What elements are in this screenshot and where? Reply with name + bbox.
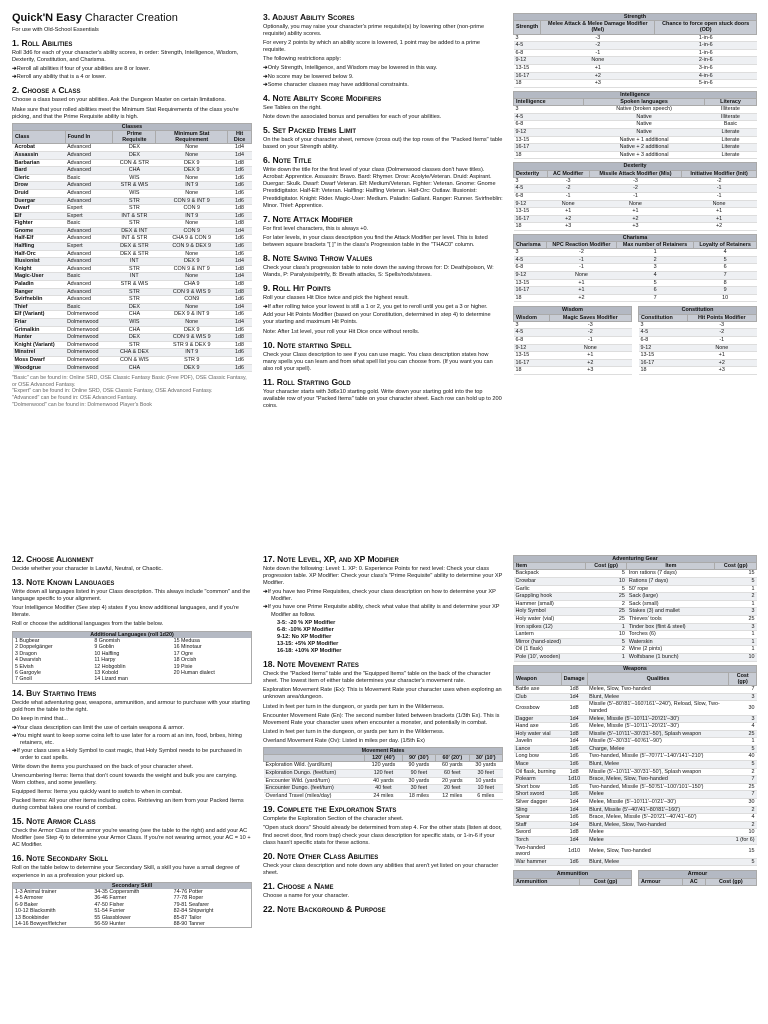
table-row: Oil flask, burning 1d8 Missile (5'–10'/11'–30'/31'–50'), Splash weapon 2 bbox=[515, 768, 755, 775]
table-row: Backpack 5 Iron rations (7 days) 15 bbox=[515, 570, 755, 577]
intelligence-table: Intelligence Intelligence Spoken languages Literacy 3 Native (broken speech) Illiterate 4-5 Native Illiterate 6-8 Native Basic 9-12 Native Literate 13-15 Native + 1 additional Literate 16-17 Native + 2 additional Literate 18 Native + 3 additional Literate bbox=[513, 91, 757, 160]
section-heading: 11. Roll Starting Gold bbox=[263, 376, 351, 387]
table-row: 16-17 +2 +2 +1 bbox=[514, 215, 757, 223]
table-row: Overland Travel (miles/day) 24 miles 18 miles 12 miles 6 miles bbox=[264, 792, 503, 800]
list-item: 9 Goblin bbox=[94, 644, 115, 651]
table-row: Duergar Advanced STR CON 9 & INT 9 1d6 bbox=[13, 197, 252, 205]
table-row: 9-12 None bbox=[514, 344, 632, 352]
table-row: Magic-User Basic INT None 1d4 bbox=[13, 273, 252, 281]
table-row: 3 -2 1 4 bbox=[514, 249, 757, 257]
section-heading: 8. Note Saving Throw Values bbox=[263, 252, 373, 263]
section-heading: 12. Choose Alignment bbox=[12, 554, 94, 564]
table-row: Sling 1d4 Blunt, Missile (5'–40'/41'–80'/81'–160') 2 bbox=[515, 806, 755, 813]
table-row: 18 +3 bbox=[639, 367, 757, 375]
table-row: Fighter Basic STR None 1d8 bbox=[13, 220, 252, 228]
list-item: 4 Dwarvish bbox=[15, 657, 42, 664]
table-row: 3 -3 bbox=[639, 321, 757, 329]
section-heading: 9. Roll Hit Points bbox=[263, 283, 331, 294]
table-row: Knight (Variant) Dolmenwood STR STR 9 & DEX 9 1d8 bbox=[13, 341, 252, 349]
table-row: Druid Advanced WIS None 1d6 bbox=[13, 189, 252, 197]
section-heading: 13. Note Known Languages bbox=[12, 577, 115, 588]
table-row: Holy Symbol 25 Stakes (3) and mallet 3 bbox=[515, 608, 755, 615]
table-row: Friar Dolmenwood WIS None 1d4 bbox=[13, 319, 252, 327]
weapons-table: Weapons Weapon Damage Qualities Cost (gp) Battle axe 1d8 Melee, Slow, Two-handed 7 Club 1d4 Blunt, Melee 3 Crossbow 1d8 Missile (5'–80'/81'–160'/161'–240'), Reload, Slow, Two-handed 30 Dagger 1d4 Melee, Missile (5'–10'/11'–20'/21'–30') 3 Hand axe 1d6 Melee, Missile (5'–10'/11'–20'/21'–30') 4 Holy water vial 1d8 Missile (5'–10'/11'–30'/31'–50'), Splash weapon 25 Javelin 1d4 Missile (5'–30'/31'–60'/61'–90') 1 Lance 1d6 Charge, Melee 5 Long bow 1d6 Two-handed, Missile (5'–70'/71'–140'/141'–210') 40 Mace 1d6 Blunt, Melee 5 Oil flask, burning 1d8 Missile (5'–10'/11'–30'/31'–50'), Splash weapon 2 Polearm 1d10 Brace, Melee, Slow, Two-handed 7 Short bow 1d6 Two-handed, Missile (5'–50'/51'–100'/101'–150') 25 Short sword 1d6 Melee 7 Silver dagger 1d4 Melee, Missile (5'–10'/11'–0'/21'–30') 30 Sling 1d4 Blunt, Missile (5'–40'/41'–80'/81'–160') 2 Spear 1d6 Brace, Melee, Missile (5'–20'/21'–40'/41'–60') 4 Staff 1d4 Blunt, Melee, Slow, Two-handed 2 Sword 1d8 Melee 10 Torch 1d4 Melee 1 (for 6) Two-handed sword 1d10 Melee, Slow, Two-handed 15 War hammer 1d6 Blunt, Melee 5 bbox=[515, 665, 755, 865]
table-row: War hammer 1d6 Blunt, Melee 5 bbox=[515, 858, 755, 865]
section-heading: 6. Note Title bbox=[263, 155, 312, 166]
section-heading: 15. Note Armor Class bbox=[12, 816, 96, 827]
table-row: Encounter Wild. (yard/turn) 40 yards 30 yards 20 yards 10 yards bbox=[264, 777, 503, 785]
table-row: 18 +3 +3 +2 bbox=[514, 223, 757, 231]
list-item: 56-59 Hunter bbox=[94, 921, 126, 928]
table-row: 9-12 None None None bbox=[514, 200, 757, 208]
table-row: Javelin 1d4 Missile (5'–30'/31'–60'/61'–90') 1 bbox=[515, 738, 755, 745]
table-row: Club 1d4 Blunt, Melee 3 bbox=[515, 693, 755, 700]
table-row: Thief Basic DEX None 1d4 bbox=[13, 303, 252, 311]
strength-table: Strength Strength Melee Attack & Melee Damage Modifier (Mel) Chance to force open stuck doors (OD) 3 -3 1-in-6 4-5 -2 1-in-6 6-8 -1 1-in-6 9-12 None 2-in-6 13-15 +1 3-in-6 16-17 +2 4-in-6 18 +3 5-in-6 bbox=[513, 13, 757, 88]
column-bottom-middle: 17. Note Level, XP, and XP Modifier Note down the following: Level: 1. XP: 0. Experience Points for next level: Check your class progression table. XP Modifier: Check your class's "Prime Requisite" ability to determine your XP Modifier. ➔ If you have two Prime Requisites, check your class description on how to determine your XP Modifier. ➔ If you have one Prime Requisite ability, check what value that ability is and determine your XP Modifier as follow. 3-5: -20 % XP Modifier 6-8: -10% XP Modifier 9-12: No XP Modifier 13-15: +5% XP Modifier 16-18: +10% XP Modifier 18. Note Movement Rates Check the "Packed Items" table and the "Equipped Items" table on the back of the character sheet. The lowest item of either table determines your character's movement rate. Exploration Movement Rate (Ex): This is Movement Rate your character uses when exploring an unknown area/dungeon. Listed in feet per turn in the dungeon, or yards per turn in the Wilderness. Encounter Movement Rate (En): The second number listed between brackets (1/3th Ex). This is Movement Rate your character uses when encounter a monster, and potentially in combat. Listed in feet per turn in the dungeon, or yards per turn in the Wilderness. Overland Movement Rate (Ov): Listed in miles per day. (1/5th Ex) Movement Rates 120' (40') 90' (30') 60' (20') 30' (10') Exploration Wild. (yard/turn) 120 yards 90 yards 60 yards 30 yards Exploration Dungo. (feet/turn) 120 feet 90 feet 60 feet 30 feet Encounter Wild. (yard/turn) 40 yards 30 yards 20 yards 10 yards Encounter Dungo. (feet/turn) 40 feet 30 feet 20 feet 10 feet Overland Travel (miles/day) 24 miles 18 miles 12 miles 6 miles 19. Complete the Exploration Stats Complete the Exploration Section of the character sheet. "Open stuck doors" Should already be determined from step 4. For the other stats (listen at door, find secret door, find room trap) check your class description for specific stats, or 1-in-6 if your class hasn't specific stats for these actions. 20. Note Other Class Abilities Check your class description and note down any abilities that aren't yet listed on your character sheet. 21. Choose a Name Choose a name for your character. 22. Note Background & Purpose bbox=[263, 554, 503, 1022]
column-top-left: Quick'N Easy Character Creation For use with Old-School Essentials 1. Roll Abilities Roll 3d6 for each of your character's ability scores, in order: Strength, Intelligence, Wisdom, Dexterity, Constitution, and Charisma. ➔ Reroll all abilities if four of your abilities are 8 or lower. ➔ Reroll any ability that is a 4 or lower. 2. Choose a Class Choose a class based on your abilities. Ask the Dungeon Master on certain limitations. Make sure that your rolled abilities meet the Minimum Stat Requirements of the class you're picking, and that the Prime Requisite ability is high. Classes Class Found In Prime Requisite Minimum Stat Requirement Hit Dice Acrobat Advanced DEX None 1d4 Assassin Advanced DEX None 1d4 Barbarian Advanced CON & STR DEX 9 1d8 Bard Advanced CHA DEX 9 1d6 Cleric Basic WIS None 1d6 Drow Advanced STR & WIS INT 9 1d6 Druid Advanced WIS None 1d6 Duergar Advanced STR CON 9 & INT 9 1d6 Dwarf Expert STR CON 9 1d8 Elf Expert INT & STR INT 9 1d6 Fighter Basic STR None 1d8 Gnome Advanced DEX & INT CON 9 1d4 Half-Elf Advanced INT & STR CHA 9 & CON 9 1d6 Halfling Expert DEX & STR CON 9 & DEX 9 1d6 Half-Orc Advanced DEX & STR None 1d6 Illusionist Advanced INT DEX 9 1d4 Knight Advanced STR CON 9 & INT 9 1d8 Magic-User Basic INT None 1d4 Paladin Advanced STR & WIS CHA 9 1d8 Ranger Advanced STR CON 9 & WIS 9 1d8 Svirfneblin Advanced STR CON9 1d6 Thief Basic DEX None 1d4 Elf (Variant) Dolmenwood CHA DEX 9 & INT 9 1d6 Friar Dolmenwood WIS None 1d4 Grimalkin Dolmenwood CHA DEX 9 1d6 Hunter Dolmenwood DEX CON 9 & WIS 9 1d8 Knight (Variant) Dolmenwood STR STR 9 & DEX 9 1d8 Minstrel Dolmenwood CHA & DEX INT 9 1d6 Moss Dwarf Dolmenwood CON & WIS STR 9 1d6 Woodgrue Dolmenwood CHA DEX 9 1d6 "Basic" can be found in: Online SRD, OSE Classic Fantasy Basic (Free PDF), OSE Classic Fantasy, or OSE Advanced Fantasy. "Expert" can be found in: Online SRD, OSE Classic Fantasy, OSE Advanced Fantasy. "Advanced" can be found in: OSE Advanced Fantasy. "Dolmenwood" can be found in: Dolmenwood Player's Book bbox=[12, 12, 252, 522]
list-item: 14-16 Bowyer/fletcher bbox=[15, 921, 67, 928]
table-row: 3 -3 -3 -2 bbox=[514, 177, 757, 185]
wisdom-table: Wisdom Wisdom Magic Saves Modifier 3 -3 4-5 -2 6-8 -1 9-12 None 13-15 +1 16-17 +2 18 +3 bbox=[513, 305, 632, 378]
table-row: Halfling Expert DEX & STR CON 9 & DEX 9 1d6 bbox=[13, 243, 252, 251]
table-row: Dwarf Expert STR CON 9 1d8 bbox=[13, 205, 252, 213]
list-item: 36-46 Farmer bbox=[94, 895, 127, 902]
table-row: 9-12 None 4 7 bbox=[514, 272, 757, 280]
section-heading: 19. Complete the Exploration Stats bbox=[263, 804, 397, 815]
section-heading: 4. Note Ability Score Modifiers bbox=[263, 92, 382, 103]
table-row: Woodgrue Dolmenwood CHA DEX 9 1d6 bbox=[13, 364, 252, 372]
table-row: 6-8 -1 bbox=[639, 337, 757, 345]
table-row: 18 +3 bbox=[514, 367, 632, 375]
class-note: "Basic" can be found in: Online SRD, OSE Classic Fantasy Basic (Free PDF), OSE Classic Fantasy, or OSE Advanced Fantasy. bbox=[12, 375, 247, 388]
table-row: Barbarian Advanced CON & STR DEX 9 1d8 bbox=[13, 159, 252, 167]
table-row: 4-5 -2 bbox=[514, 329, 632, 337]
table-row: Silver dagger 1d4 Melee, Missile (5'–10'/11'–0'/21'–30') 30 bbox=[515, 799, 755, 806]
list-item: 14 Lizard man bbox=[94, 676, 128, 683]
page-title: Quick'N Easy Character Creation bbox=[12, 12, 178, 24]
list-item: 47-50 Fisher bbox=[94, 901, 125, 908]
list-item: 13 Kobold bbox=[94, 670, 119, 676]
table-row: Exploration Wild. (yard/turn) 120 yards 90 yards 60 yards 30 yards bbox=[264, 762, 503, 770]
list-item: 55 Glassblower bbox=[94, 914, 131, 921]
list-item: 77-78 Roper bbox=[173, 895, 204, 902]
adventuring-gear-table: Adventuring Gear Item Cost (gp) Item Cost (gp) Backpack 5 Iron rations (7 days) 15 Crowbar 10 Rations (7 days) 5 Garlic 5 50' rope 1 Grappling hook 25 Sack (large) 2 Hammer (small) 2 Sack (small) 1 Holy Symbol 25 Stakes (3) and mallet 3 Holy water (vial) 25 Thieves' tools 25 Iron spikes (12) 1 Tinder box (flint & steel) 3 Lantern 10 Torches (6) 1 Mirror (hand-sized) 5 Waterskin 1 Oil (1 flask) 2 Wine (2 pints) 1 Pole (10', wooden) 1 Wolfsbane (1 bunch) 10 bbox=[515, 556, 755, 660]
list-item: 10-12 Blacksmith bbox=[15, 908, 56, 915]
column-top-right bbox=[513, 12, 757, 522]
table-row: 18 +3 5-in-6 bbox=[514, 80, 757, 88]
table-row: Encounter Dungo. (feet/turn) 40 feet 30 feet 20 feet 10 feet bbox=[264, 785, 503, 793]
dexterity-table: Dexterity Dexterity AC Modifier Missile Attack Modifier (Mis) Initiative Modifier (Init) 3 -3 -3 -2 4-5 -2 -2 -1 6-8 -1 -1 -1 9-12 None None None 13-15 +1 +1 +1 16-17 +2 +2 +1 18 +3 +3 +2 bbox=[513, 162, 757, 231]
movement-table: Movement Rates 120' (40') 90' (30') 60' (20') 30' (10') Exploration Wild. (yard/turn) 120 yards 90 yards 60 yards 30 yards Exploration Dungo. (feet/turn) 120 feet 90 feet 60 feet 30 feet Encounter Wild. (yard/turn) 40 yards 30 yards 20 yards 10 yards Encounter Dungo. (feet/turn) 40 feet 30 feet 20 feet 10 feet Overland Travel (miles/day) 24 miles 18 miles 12 miles 6 miles bbox=[263, 747, 503, 800]
column-bottom-left: 12. Choose Alignment Decide whether your character is Lawful, Neutral, or Chaotic. 13. Note Known Languages Write down all languages listed in your Class description. This always include "common" and the language specific to your alignment. Your Intelligence Modifier (See step 4) states if you know additional languages, and if you're literate. Roll or choose the additional languages from the table below. Additional Languages (roll 1d20) 1 Bugbear 8 Gnomish 15 Medusa 2 Doppelgänger 9 Goblin 16 Minotaur 3 Dragon 10 Halfling 17 Ogre 4 Dwarvish 11 Harpy 18 Orcish 5 Elvish 12 Hobgoblin 19 Pixie 6 Gargoyle 13 Kobold 20 Human dialect 7 Gnoll 14 Lizard man 14. Buy Starting Items Decide what adventuring gear, weapons, ammunition, and armour to purchase with your starting gold from the table to the right. Do keep in mind that... ➔ Your class description can limit the use of certain weapons & armor. ➔ You might want to keep some coins left to use later for a room at an inn, food, bribes, hiring retainers, etc. ➔ If your class uses a Holy Symbol to cast magic, that Holy Symbol needs to be purchased in order to cast spells. Write down the items you purchased on the back of your character sheet. Unencumbering Items: Items that don't count towards the weight and bulk you are carrying. Worn clothes, and some jewellery. Equipped Items: Items you quickly want to switch to when in combat. Packed Items: All your other items including coins. Retrieving an item from your Packed Items during combat takes one round of combat. 15. Note Armor Class Check the Armor Class of the armor you're wearing (see the table to the right) and add your AC Modifier (see Step 4) to determine your Armor Class. If you're not wearing armor, your AC = 10 + AC Modifier. 16. Note Secondary Skill Roll on the table below to determine your Secondary Skill, a skill you have a small degree of experience in as a profession your picked up. Secondary Skill 1-3 Animal trainer 34-35 Coppersmith 74-76 Potter 4-5 Armorer 36-46 Farmer 77-78 Roper 6-9 Baker 47-50 Fisher 79-81 Seafarer 10-12 Blacksmith 51-54 Furrier 82-84 Shipwright 13 Bookbinder 55 Glassblower 85-87 Tailor 14-16 Bowyer/fletcher 56-59 Hunter 88-90 Tanner bbox=[12, 554, 252, 1022]
table-row: 13-15 +1 bbox=[514, 352, 632, 360]
table-row: 9-12 Native Literate bbox=[514, 128, 757, 136]
table-row: Hammer (small) 2 Sack (small) 1 bbox=[515, 600, 755, 607]
ammunition-table: Ammunition Ammunition Cost (gp) bbox=[513, 869, 632, 888]
table-row: 4-5 -1 2 5 bbox=[514, 256, 757, 264]
section-heading: 14. Buy Starting Items bbox=[12, 687, 97, 698]
table-row: Elf (Variant) Dolmenwood CHA DEX 9 & INT 9 1d6 bbox=[13, 311, 252, 319]
table-row: Assassin Advanced DEX None 1d4 bbox=[13, 151, 252, 159]
list-item: 51-54 Furrier bbox=[94, 908, 125, 915]
section-heading: 7. Note Attack Modifier bbox=[263, 213, 353, 224]
list-item: 34-35 Coppersmith bbox=[94, 889, 140, 895]
table-row: Oil (1 flask) 2 Wine (2 pints) 1 bbox=[515, 646, 755, 653]
list-item: 3 Dragon bbox=[15, 650, 37, 657]
table-row: Exploration Dungo. (feet/turn) 120 feet 90 feet 60 feet 30 feet bbox=[264, 769, 503, 777]
list-item: 88-90 Tanner bbox=[173, 921, 205, 928]
section-heading: 21. Choose a Name bbox=[263, 880, 334, 891]
table-row: Iron spikes (12) 1 Tinder box (flint & steel) 3 bbox=[515, 623, 755, 630]
table-row: Hunter Dolmenwood DEX CON 9 & WIS 9 1d8 bbox=[13, 334, 252, 342]
list-item: 8 Gnomish bbox=[94, 637, 120, 644]
list-item: 1 Bugbear bbox=[15, 637, 40, 644]
table-row: Mace 1d6 Blunt, Melee 5 bbox=[515, 761, 755, 768]
table-row: Lance 1d6 Charge, Melee 5 bbox=[515, 745, 755, 752]
classes-table: Classes Class Found In Prime Requisite Minimum Stat Requirement Hit Dice Acrobat Advanced DEX None 1d4 Assassin Advanced DEX None 1d4 Barbarian Advanced CON & STR DEX 9 1d8 Bard Advanced CHA DEX 9 1d6 Cleric Basic WIS None 1d6 Drow Advanced STR & WIS INT 9 1d6 Druid Advanced WIS None 1d6 Duergar Advanced STR CON 9 & INT 9 1d6 Dwarf Expert STR CON 9 1d8 Elf Expert INT & STR INT 9 1d6 Fighter Basic STR None 1d8 Gnome Advanced DEX & INT CON 9 1d4 Half-Elf Advanced INT & STR CHA 9 & CON 9 1d6 Halfling Expert DEX & STR CON 9 & DEX 9 1d6 Half-Orc Advanced DEX & STR None 1d6 Illusionist Advanced INT DEX 9 1d4 Knight Advanced STR CON 9 & INT 9 1d8 Magic-User Basic INT None 1d4 Paladin Advanced STR & WIS CHA 9 1d8 Ranger Advanced STR CON 9 & WIS 9 1d8 Svirfneblin Advanced STR CON9 1d6 Thief Basic DEX None 1d4 Elf (Variant) Dolmenwood CHA DEX 9 & INT 9 1d6 Friar Dolmenwood WIS None 1d4 Grimalkin Dolmenwood CHA DEX 9 1d6 Hunter Dolmenwood DEX CON 9 & WIS 9 1d8 Knight (Variant) Dolmenwood STR STR 9 & DEX 9 1d8 Minstrel Dolmenwood CHA & DEX INT 9 1d6 Moss Dwarf Dolmenwood CON & WIS STR 9 1d6 Woodgrue Dolmenwood CHA DEX 9 1d6 bbox=[12, 123, 252, 372]
table-row: 13-15 +1 3-in-6 bbox=[514, 64, 757, 72]
list-item: 13 Bookbinder bbox=[15, 914, 50, 921]
list-item: 7 Gnoll bbox=[15, 676, 32, 683]
secondary-skill-table: Secondary Skill 1-3 Animal trainer 34-35 Coppersmith 74-76 Potter 4-5 Armorer 36-46 Farmer 77-78 Roper 6-9 Baker 47-50 Fisher 79-81 Seafarer 10-12 Blacksmith 51-54 Furrier 82-84 Shipwright 13 Bookbinder 55 Glassblower 85-87 Tailor 14-16 Bowyer/fletcher 56-59 Hunter 88-90 Tanner bbox=[12, 882, 252, 929]
table-row: Elf Expert INT & STR INT 9 1d6 bbox=[13, 212, 252, 220]
section-heading: 1. Roll Abilities bbox=[12, 38, 73, 49]
table-row: Lantern 10 Torches (6) 1 bbox=[515, 631, 755, 638]
section-heading: 10. Note starting Spell bbox=[263, 339, 352, 350]
table-row: Bard Advanced CHA DEX 9 1d6 bbox=[13, 167, 252, 175]
section-heading: 20. Note Other Class Abilities bbox=[263, 850, 379, 861]
table-row: Sword 1d8 Melee 10 bbox=[515, 829, 755, 836]
table-row: 16-17 +2 4-in-6 bbox=[514, 72, 757, 80]
table-row: Short sword 1d6 Melee 7 bbox=[515, 791, 755, 798]
table-row: 4-5 Native Illiterate bbox=[514, 113, 757, 121]
table-row: Minstrel Dolmenwood CHA & DEX INT 9 1d6 bbox=[13, 349, 252, 357]
table-row: 6-8 Native Basic bbox=[514, 121, 757, 129]
xp-modifier-list: 3-5: -20 % XP Modifier 6-8: -10% XP Modifier 9-12: No XP Modifier 13-15: +5% XP Modifier 16-18: +10% XP Modifier bbox=[277, 619, 342, 655]
section-heading: 16. Note Secondary Skill bbox=[12, 853, 109, 864]
column-top-middle: 3. Adjust Ability Scores Optionally, you may raise your character's prime requisite(s) by lowering other (non-prime requisite) ability scores. For every 2 points by which an ability score is lowered, 1 point may be added to a prime requisite. The following restrictions apply: ➔ Only Strength, Intelligence, and Wisdom may be lowered in this way. ➔ No score may be lowered below 9. ➔ Some character classes may have additional constraints. 4. Note Ability Score Modifiers See Tables on the right. Note down the associated bonus and penalties for each of your abilities. 5. Set Packed Items Limit On the back of your character sheet, remove (cross out) the top rows of the "Packed Items" table based on your Strength ability. 6. Note Title Write down the title for the first level of your class (Dolmenwood classes don't have titles). Acrobat: Apprentice. Assassin: Bravo. Bard: Rhymer. Drow: Acolyte/Veteran. Druid: Aspirant. Duergar: Skulk. Dwarf: Dwarf Veteran. Elf: Medium/Veteran. Fighter: Veteran. Gnome: Gnome Prestidigitator. Half-Elf: Veteran. Halfling: Halfling Veteran. Half-Orc: Outlaw. Illusionist: Prestidigitator. Knight: Rider. Magic-User: Medium. Paladin: Gallant. Ranger: Runner. Svirfneblin: Minor. Thief: Apprentice. 7. Note Attack Modifier For first level characters, this is always +0. For later levels, in your class description you find the Attack Modifier per level. This is listed between square brackets "[ ]" in the class's Progression table in the "THAC0" column. 8. Note Saving Throw Values Check your class's progression table to note down the saving throws for: D: Death/poison, W: Wands, P: Paralysis/petrify, B: Breath attacks, S: Spells/rods/staves. 9. Roll Hit Points Roll your classes Hit Dice twice and pick the highest result. ➔ If after rolling twice your lowest is still a 1 or 2, you get to reroll until you get a 3 or higher. Add your Hit Points Modifier (based on your Constitution, determined in step 4) to determine your starting and maximum Hit Points. Note: After 1st level, your roll your Hit Dice once without rerolls. 10. Note starting Spell Check your Class description to see if you can use magic. You class description states how many spells you can learn and from what spell list you can choose from. (If you want you can also roll your spell). 11. Roll Starting Gold Your character starts with 3d6x10 starting gold. Write down your starting gold into the top available row of your "Packed Items" table on your character sheet. Each row can hold up to 200 coins. bbox=[263, 12, 503, 522]
charisma-table: Charisma Charisma NPC Reaction Modifier Max number of Retainers Loyalty of Retainers 3 -2 1 4 4-5 -1 2 5 6-8 -1 3 6 9-12 None 4 7 13-15 +1 5 8 16-17 +1 6 9 18 +2 7 10 bbox=[513, 234, 757, 303]
table-row: Holy water vial 1d8 Missile (5'–10'/11'–30'/31'–50'), Splash weapon 25 bbox=[515, 730, 755, 737]
classes-body bbox=[13, 144, 252, 372]
table-row: Svirfneblin Advanced STR CON9 1d6 bbox=[13, 296, 252, 304]
section-heading: 17. Note Level, XP, and XP Modifier bbox=[263, 554, 399, 564]
list-item: 4-5 Armorer bbox=[15, 895, 43, 902]
table-row: 16-17 Native + 2 additional Literate bbox=[514, 144, 757, 152]
table-row: Battle axe 1d8 Melee, Slow, Two-handed 7 bbox=[515, 686, 755, 693]
subtitle: For use with Old-School Essentials bbox=[12, 27, 99, 33]
table-row: Holy water (vial) 25 Thieves' tools 25 bbox=[515, 615, 755, 622]
section-heading: 5. Set Packed Items Limit bbox=[263, 124, 357, 135]
list-item: 15 Medusa bbox=[173, 637, 200, 644]
list-item: 19 Pixie bbox=[173, 663, 193, 670]
table-row: 4-5 -2 -2 -1 bbox=[514, 185, 757, 193]
table-row: Grappling hook 25 Sack (large) 2 bbox=[515, 593, 755, 600]
list-item: 74-76 Potter bbox=[173, 889, 203, 895]
table-row: Half-Orc Advanced DEX & STR None 1d6 bbox=[13, 250, 252, 258]
list-item: 6 Gargoyle bbox=[15, 670, 41, 676]
table-row: Knight Advanced STR CON 9 & INT 9 1d8 bbox=[13, 265, 252, 273]
list-item: 82-84 Shipwright bbox=[173, 908, 214, 915]
table-row: 16-17 +2 bbox=[514, 359, 632, 367]
list-item: 16 Minotaur bbox=[173, 644, 202, 651]
table-row: 13-15 +1 +1 +1 bbox=[514, 208, 757, 216]
table-row: Hand axe 1d6 Melee, Missile (5'–10'/11'–20'/21'–30') 4 bbox=[515, 723, 755, 730]
table-row: 16-17 +1 6 9 bbox=[514, 287, 757, 295]
table-row: 6-8 -1 bbox=[514, 337, 632, 345]
table-row: Moss Dwarf Dolmenwood CON & WIS STR 9 1d6 bbox=[13, 356, 252, 364]
list-item: 1-3 Animal trainer bbox=[15, 889, 57, 895]
table-row: 3 -3 1-in-6 bbox=[514, 34, 757, 42]
section-heading: 3. Adjust Ability Scores bbox=[263, 12, 355, 22]
armour-table: Armour Armour AC Cost (gp) bbox=[638, 869, 757, 888]
table-row: 3 Native (broken speech) Illiterate bbox=[514, 106, 757, 114]
table-row: 6-8 -1 -1 -1 bbox=[514, 192, 757, 200]
list-item bbox=[172, 676, 251, 682]
table-row: Long bow 1d6 Two-handed, Missile (5'–70'/71'–140'/141'–210') 40 bbox=[515, 753, 755, 760]
table-row: 18 +2 7 10 bbox=[514, 294, 757, 302]
table-row: Ranger Advanced STR CON 9 & WIS 9 1d8 bbox=[13, 288, 252, 296]
table-row: Drow Advanced STR & WIS INT 9 1d6 bbox=[13, 182, 252, 190]
table-row: Torch 1d4 Melee 1 (for 6) bbox=[515, 837, 755, 844]
table-row: 6-8 -1 3 6 bbox=[514, 264, 757, 272]
table-row: Mirror (hand-sized) 5 Waterskin 1 bbox=[515, 638, 755, 645]
list-item: 12 Hobgoblin bbox=[94, 663, 126, 670]
table-row: 4-5 -2 bbox=[639, 329, 757, 337]
table-row: Staff 1d4 Blunt, Melee, Slow, Two-handed 2 bbox=[515, 821, 755, 828]
table-row: 3 -3 bbox=[514, 321, 632, 329]
table-row: Garlic 5 50' rope 1 bbox=[515, 585, 755, 592]
list-item: 10 Halfling bbox=[94, 650, 120, 657]
table-row: 6-8 -1 1-in-6 bbox=[514, 49, 757, 57]
list-item: 17 Ogre bbox=[173, 650, 193, 657]
table-row: Short bow 1d6 Two-handed, Missile (5'–50'/51'–100'/101'–150') 25 bbox=[515, 783, 755, 790]
table-row: Paladin Advanced STR & WIS CHA 9 1d8 bbox=[13, 281, 252, 289]
table-row: Pole (10', wooden) 1 Wolfsbane (1 bunch) 10 bbox=[515, 653, 755, 660]
table-row: Gnome Advanced DEX & INT CON 9 1d4 bbox=[13, 227, 252, 235]
section-heading: 22. Note Background & Purpose bbox=[263, 904, 386, 914]
table-row: 18 Native + 3 additional Literate bbox=[514, 151, 757, 159]
table-row: Illusionist Advanced INT DEX 9 1d4 bbox=[13, 258, 252, 266]
class-note: "Expert" can be found in: Online SRD, OSE Classic Fantasy, OSE Advanced Fantasy. bbox=[12, 388, 213, 395]
list-item: 5 Elvish bbox=[15, 663, 34, 670]
table-row: 9-12 None 2-in-6 bbox=[514, 57, 757, 65]
list-item: 6-9 Baker bbox=[15, 901, 38, 908]
constitution-table: Constitution Constitution Hit Points Modifier 3 -3 4-5 -2 6-8 -1 9-12 None 13-15 +1 16-17 +2 18 +3 bbox=[638, 305, 757, 378]
languages-table: Additional Languages (roll 1d20) 1 Bugbear 8 Gnomish 15 Medusa 2 Doppelgänger 9 Goblin 16 Minotaur 3 Dragon 10 Halfling 17 Ogre 4 Dwarvish 11 Harpy 18 Orcish 5 Elvish 12 Hobgoblin 19 Pixie 6 Gargoyle 13 Kobold 20 Human dialect 7 Gnoll 14 Lizard man bbox=[12, 631, 252, 684]
table-row: Crossbow 1d8 Missile (5'–80'/81'–160'/161'–240'), Reload, Slow, Two-handed 30 bbox=[515, 701, 755, 714]
list-item: 2 Doppelgänger bbox=[15, 644, 53, 651]
table-row: Dagger 1d4 Melee, Missile (5'–10'/11'–20'/21'–30') 3 bbox=[515, 715, 755, 722]
table-row: 13-15 +1 bbox=[639, 352, 757, 360]
list-item: 11 Harpy bbox=[94, 657, 116, 664]
table-row: 4-5 -2 1-in-6 bbox=[514, 42, 757, 50]
table-row: 13-15 Native + 1 additional Literate bbox=[514, 136, 757, 144]
table-row: Half-Elf Advanced INT & STR CHA 9 & CON 9 1d6 bbox=[13, 235, 252, 243]
table-row: 13-15 +1 5 8 bbox=[514, 279, 757, 287]
class-note: "Dolmenwood" can be found in: Dolmenwood Player's Book bbox=[12, 401, 152, 408]
class-notes bbox=[12, 375, 252, 408]
list-item: 79-81 Seafarer bbox=[173, 901, 209, 908]
class-note: "Advanced" can be found in: OSE Advanced Fantasy. bbox=[12, 394, 138, 401]
list-item: 18 Orcish bbox=[173, 657, 197, 664]
table-row: Two-handed sword 1d10 Melee, Slow, Two-handed 15 bbox=[515, 844, 755, 858]
table-row: 9-12 None bbox=[639, 344, 757, 352]
table-row: Cleric Basic WIS None 1d6 bbox=[13, 174, 252, 182]
table-row: Acrobat Advanced DEX None 1d4 bbox=[13, 144, 252, 152]
table-row: Spear 1d6 Brace, Melee, Missile (5'–20'/21'–40'/41'–60') 4 bbox=[515, 814, 755, 821]
section-heading: 18. Note Movement Rates bbox=[263, 659, 359, 670]
table-row: Crowbar 10 Rations (7 days) 5 bbox=[515, 578, 755, 584]
list-item: 85-87 Tailor bbox=[173, 914, 202, 921]
table-row: Grimalkin Dolmenwood CHA DEX 9 1d6 bbox=[13, 326, 252, 334]
table-row: 16-17 +2 bbox=[639, 359, 757, 367]
section-heading: 2. Choose a Class bbox=[12, 85, 81, 96]
list-item: 20 Human dialect bbox=[173, 670, 215, 676]
column-bottom-right bbox=[513, 554, 757, 1022]
table-row: Polearm 1d10 Brace, Melee, Slow, Two-handed 7 bbox=[515, 776, 755, 783]
